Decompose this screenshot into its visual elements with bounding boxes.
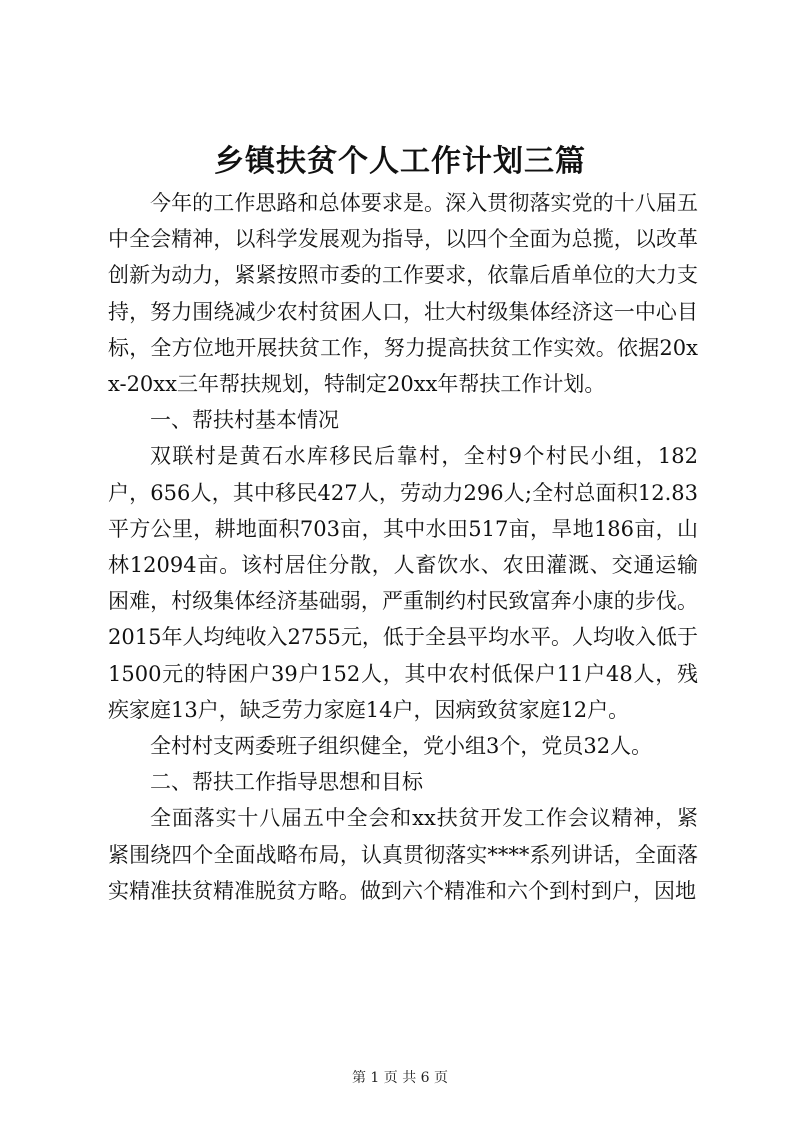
- section-heading-2: 二、帮扶工作指导思想和目标: [150, 770, 423, 795]
- document-body: [108, 185, 698, 909]
- section-heading-1: 一、帮扶村基本情况: [150, 408, 339, 433]
- paragraph-party-info: 全村村支两委班子组织健全，党小组3个，党员32人。: [150, 734, 653, 759]
- page-number-footer: 第 1 页 共 6 页: [351, 1070, 449, 1086]
- paragraph-village-info: 双联村是黄石水库移民后靠村，全村9个村民小组，182户，656人，其中移民427人，劳动力296人;全村总面积12.83平方公里，耕地面积703亩，其中水田517亩，旱地186亩，山林12094亩。该村居住分散，人畜饮水、农田灌溉、交通运输困难，村级集体经济基础弱，严重制约村民致富奔小康的步伐。2015年人均纯收入2755元，低于全县平均水平。人均收入低于1500元的特困户39户152人，其中农村低保户11户48人，残疾家庭13户，缺乏劳力家庭14户，因病致贫家庭12户。: [108, 444, 698, 722]
- paragraph-intro: 今年的工作思路和总体要求是。深入贯彻落实党的十八届五中全会精神，以科学发展观为指导，以四个全面为总揽，以改革创新为动力，紧紧按照市委的工作要求，依靠后盾单位的大力支持，努力围绕减少农村贫困人口，壮大村级集体经济这一中心目标，全方位地开展扶贫工作，努力提高扶贫工作实效。依据20xx-20xx三年帮扶规划，特制定20xx年帮扶工作计划。: [108, 191, 698, 397]
- document-title: 乡镇扶贫个人工作计划三篇: [214, 144, 586, 179]
- paragraph-guidance: 全面落实十八届五中全会和xx扶贫开发工作会议精神，紧紧围绕四个全面战略布局，认真贯彻落实****系列讲话，全面落实精准扶贫精准脱贫方略。做到六个精准和六个到村到户，因地: [108, 806, 698, 903]
